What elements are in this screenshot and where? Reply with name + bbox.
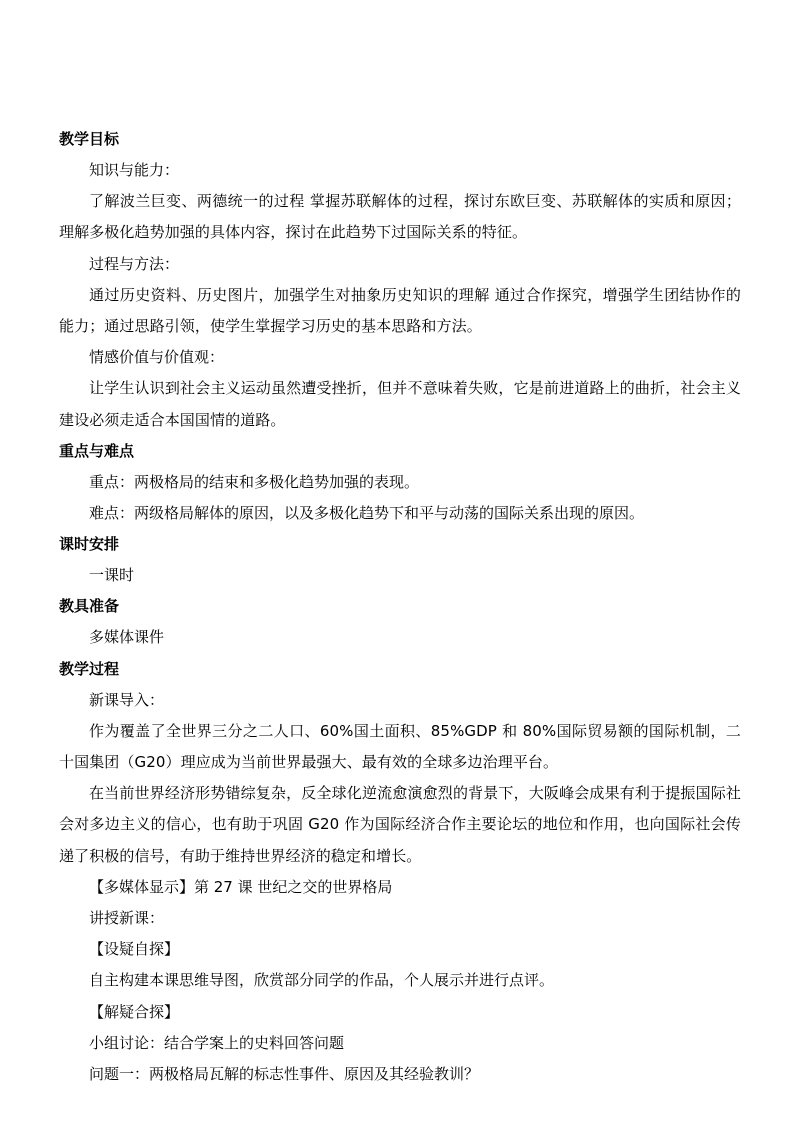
process-method-text: 通过历史资料、历史图片，加强学生对抽象历史知识的理解 通过合作探究，增强学生团结协作的能力；通过思路引领，使学生掌握学习历史的基本思路和方法。 xyxy=(59,285,741,336)
process-method-label: 过程与方法： xyxy=(89,254,180,273)
emotion-text: 让学生认识到社会主义运动虽然遭受挫折，但并不意味着失败，它是前进道路上的曲折，社会主义建设必须走适合本国国情的道路。 xyxy=(59,379,741,429)
intro-label: 新课导入： xyxy=(89,690,165,709)
section-title-tools: 教具准备 xyxy=(59,597,120,616)
question-one-text: 问题一：两极格局瓦解的标志性事件、原因及其经验教训？ xyxy=(89,1065,480,1084)
section-title-schedule: 课时安排 xyxy=(59,535,120,554)
knowledge-label: 知识与能力： xyxy=(89,161,180,179)
media-display-line: 【多媒体显示】第 27 课 世纪之交的世界格局 xyxy=(89,877,393,896)
knowledge-text: 了解波兰巨变、两德统一的过程 掌握苏联解体的过程，探讨东欧巨变、苏联解体的实质和原因；理解多极化趋势加强的具体内容，探讨在此趋势下过国际关系的特征。 xyxy=(59,192,741,242)
cooperation-label: 【解疑合探】 xyxy=(89,1002,180,1021)
group-discussion-text: 小组讨论：结合学案上的史料回答问题 xyxy=(89,1033,345,1052)
section-title-goals: 教学目标 xyxy=(59,130,120,148)
inquiry-label: 【设疑自探】 xyxy=(89,940,180,959)
inquiry-text: 自主构建本课思维导图，欣赏部分同学的作品，个人展示并进行点评。 xyxy=(89,971,555,990)
intro-paragraph-1: 作为覆盖了全世界三分之二人口、60%国土面积、85%GDP 和 80%国际贸易额的国际机制，二十国集团（G20）理应成为当前世界最强大、最有效的全球多边治理平台。 xyxy=(59,721,741,772)
intro-paragraph-2: 在当前世界经济形势错综复杂，反全球化逆流愈演愈烈的背景下，大阪峰会成果有利于提振国际社会对多边主义的信心，也有助于巩固 G20 作为国际经济合作主要论坛的地位和作用，也向国际社会传递了积极的信号，有助于维持世界经济的稳定和增长。 xyxy=(59,784,741,865)
emotion-label: 情感价值与价值观： xyxy=(89,348,225,367)
section-title-process: 教学过程 xyxy=(59,659,120,678)
tools-text: 多媒体课件 xyxy=(89,628,165,647)
schedule-text: 一课时 xyxy=(89,566,135,585)
difficulty-text: 难点：两级格局解体的原因，以及多极化趋势下和平与动荡的国际关系出现的原因。 xyxy=(89,504,645,523)
section-title-key-points: 重点与难点 xyxy=(59,441,135,460)
key-point-text: 重点：两极格局的结束和多极化趋势加强的表现。 xyxy=(89,472,420,491)
lecture-label: 讲授新课： xyxy=(89,909,165,928)
document-page xyxy=(59,124,741,1090)
